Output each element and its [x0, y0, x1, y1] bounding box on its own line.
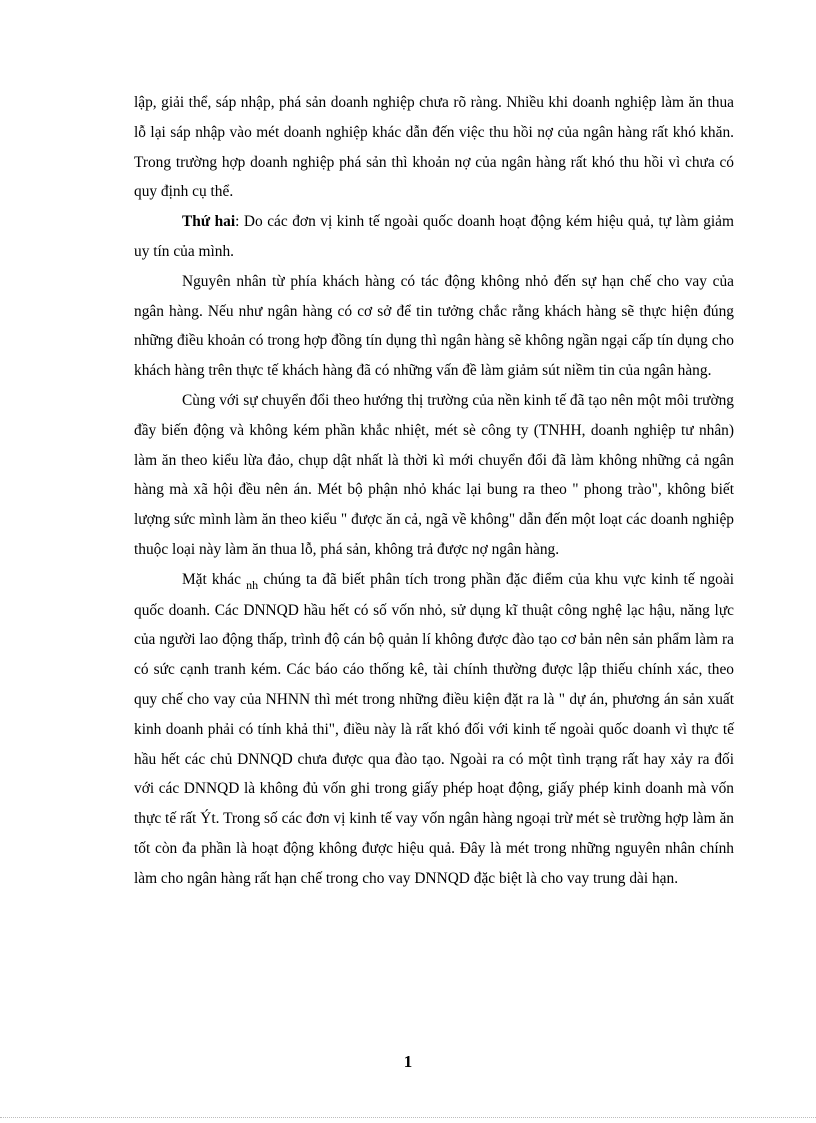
paragraph-3: Nguyên nhân từ phía khách hàng có tác động không nhỏ đến sự hạn chế cho vay của ngân hàng. Nếu như ngân hàng có cơ sở để tin tưởng chắc rằng khách hàng sẽ thực hiện đúng những điều khoản có trong hợp đồng tín dụng thì ngân hàng sẽ không ngần ngại cấp tín dụng cho khách hàng trên thực tế khách hàng đã có những vấn đề làm giảm sút niềm tin của ngân hàng. — [134, 272, 734, 380]
paragraph-2-lead: Thứ hai — [182, 213, 236, 231]
paragraph-2-body: : Do các đơn vị kinh tế ngoài quốc doanh hoạt động kém hiệu quả, tự làm giảm uy tín của mình. — [134, 213, 734, 260]
body-text — [134, 88, 734, 894]
paragraph-5 — [134, 565, 734, 894]
paragraph-5-lead: Mặt khác — [182, 570, 247, 588]
paragraph-1: lập, giải thể, sáp nhập, phá sản doanh nghiệp chưa rõ ràng. Nhiều khi doanh nghiệp làm ăn thua lỗ lại sáp nhập vào mét doanh nghiệp khác dẫn đến việc thu hồi nợ của ngân hàng rất khó khăn. Trong trường hợp doanh nghiệp phá sản thì khoản nợ của ngân hàng rất khó thu hồi vì chưa có quy định cụ thể. — [134, 94, 734, 201]
paragraph-5-body: chúng ta đã biết phân tích trong phần đặc điểm của khu vực kinh tế ngoài quốc doanh. Các DNNQD hầu hết có số vốn nhỏ, sử dụng kĩ thuật công nghệ lạc hậu, năng lực của người lao động thấp, trình độ cán bộ quản lí không được đào tạo cơ bản nên sản phẩm làm ra có sức cạnh tranh kém. Các báo cáo thống kê, tài chính thường được lập thiếu chính xác, theo quy chế cho vay của NHNN thì mét trong những điều kiện đặt ra là " dự án, phương án sản xuất kinh doanh phải có tính khả thi", điều này là rất khó đối với kinh tế ngoài quốc doanh vì thực tế hầu hết các chủ DNNQD chưa được qua đào tạo. Ngoài ra có một tình trạng rất hay xảy ra đối với các DNNQD là không đủ vốn ghi trong giấy phép hoạt động, giấy phép kinh doanh mà vốn thực tế rất Ýt. Trong số các đơn vị kinh tế vay vốn ngân hàng ngoại trừ mét sè trường hợp làm ăn tốt còn đa phần là hoạt động không được hiệu quả. Đây là mét trong những nguyên nhân chính làm cho ngân hàng rất hạn chế trong cho vay DNNQD đặc biệt là cho vay trung dài hạn. — [134, 570, 734, 887]
paragraph-5-subscript: nh — [246, 577, 259, 592]
paragraph-2 — [134, 207, 734, 267]
paragraph-4: Cùng với sự chuyển đổi theo hướng thị trường của nền kinh tế đã tạo nên một môi trường đầy biến động và không kém phần khắc nhiệt, mét sè công ty (TNHH, doanh nghiệp tư nhân) làm ăn theo kiểu lừa đảo, chụp dật nhất là thời kì mới chuyển đổi đã làm không những cả ngân hàng mà xã hội đều nên án. Mét bộ phận nhỏ khác lại bung ra theo " phong trào", không biết lượng sức mình làm ăn theo kiểu " được ăn cả, ngã về không" dẫn đến một loạt các doanh nghiệp thuộc loại này làm ăn thua lỗ, phá sản, không trả được nợ ngân hàng. — [134, 391, 734, 558]
page-bottom-divider — [0, 1117, 816, 1118]
page-number: 1 — [403, 1052, 413, 1071]
